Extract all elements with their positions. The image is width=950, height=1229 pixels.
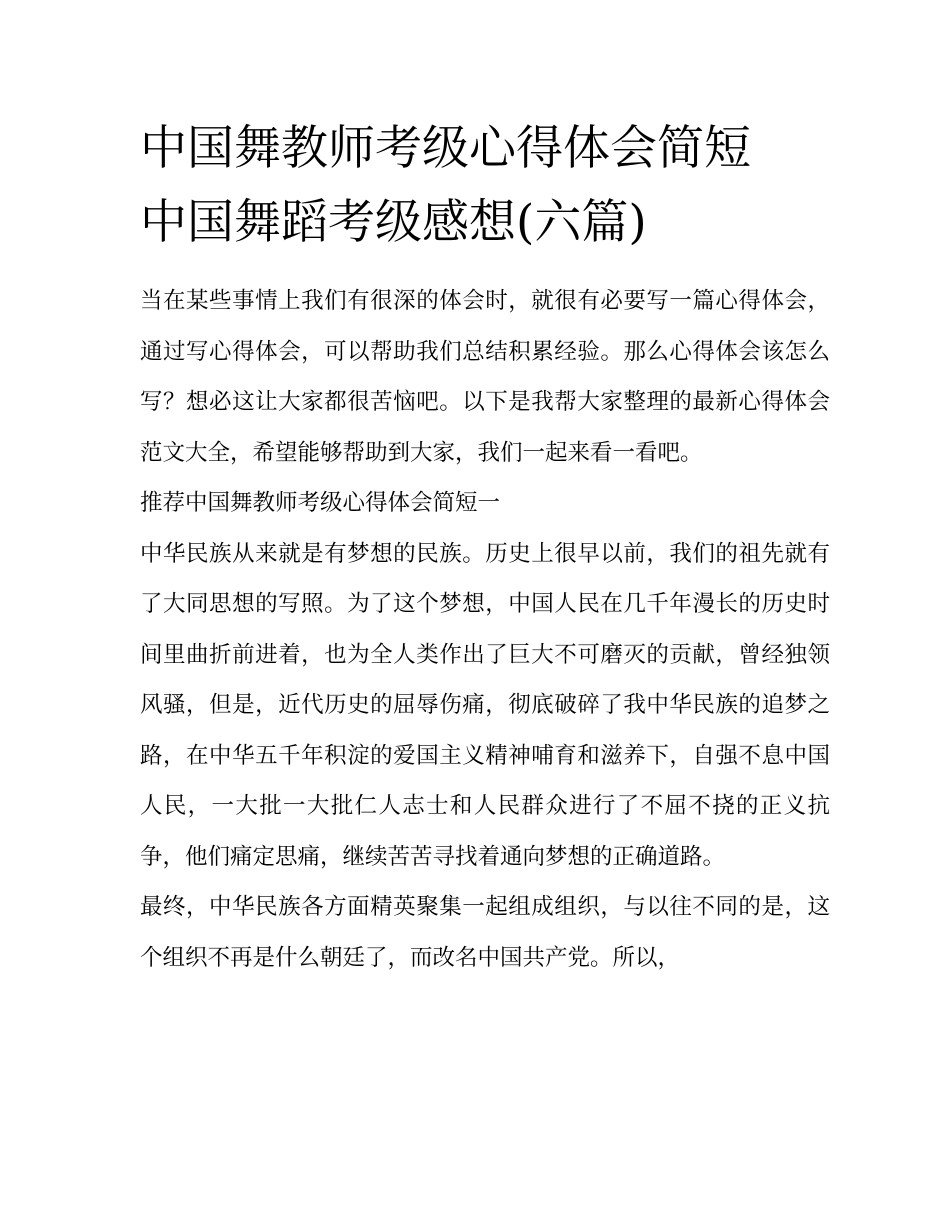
title-line-2: 中国舞蹈考级感想(六篇) xyxy=(140,195,647,250)
body-paragraph-1: 中华民族从来就是有梦想的民族。历史上很早以前，我们的祖先就有了大同思想的写照。为了这个梦想，中国人民在几千年漫长的历史时间里曲折前进着，也为全人类作出了巨大不可磨灭的贡献，曾经独领风骚，但是，近代历史的屈辱伤痛，彻底破碎了我中华民族的追梦之路，在中华五千年积淀的爱国主义精神哺育和滋养下，自强不息中国人民，一大批一大批仁人志士和人民群众进行了不屈不挠的正义抗争，他们痛定思痛，继续苦苦寻找着通向梦想的正确道路。 xyxy=(140,540,830,870)
document-body xyxy=(140,276,830,983)
title-line-1: 中国舞教师考级心得体会简短 xyxy=(140,121,751,176)
body-paragraph-2: 最终，中华民族各方面精英聚集一起组成组织，与以往不同的是，这个组织不再是什么朝廷了，而改名中国共产党。所以， xyxy=(140,894,830,971)
document-title xyxy=(140,112,830,260)
section-heading: 推荐中国舞教师考级心得体会简短一 xyxy=(140,490,501,516)
intro-paragraph: 当在某些事情上我们有很深的体会时，就很有必要写一篇心得体会，通过写心得体会，可以帮助我们总结积累经验。那么心得体会该怎么写？想必这让大家都很苦恼吧。以下是我帮大家整理的最新心得体会范文大全，希望能够帮助到大家，我们一起来看一看吧。 xyxy=(140,288,830,466)
